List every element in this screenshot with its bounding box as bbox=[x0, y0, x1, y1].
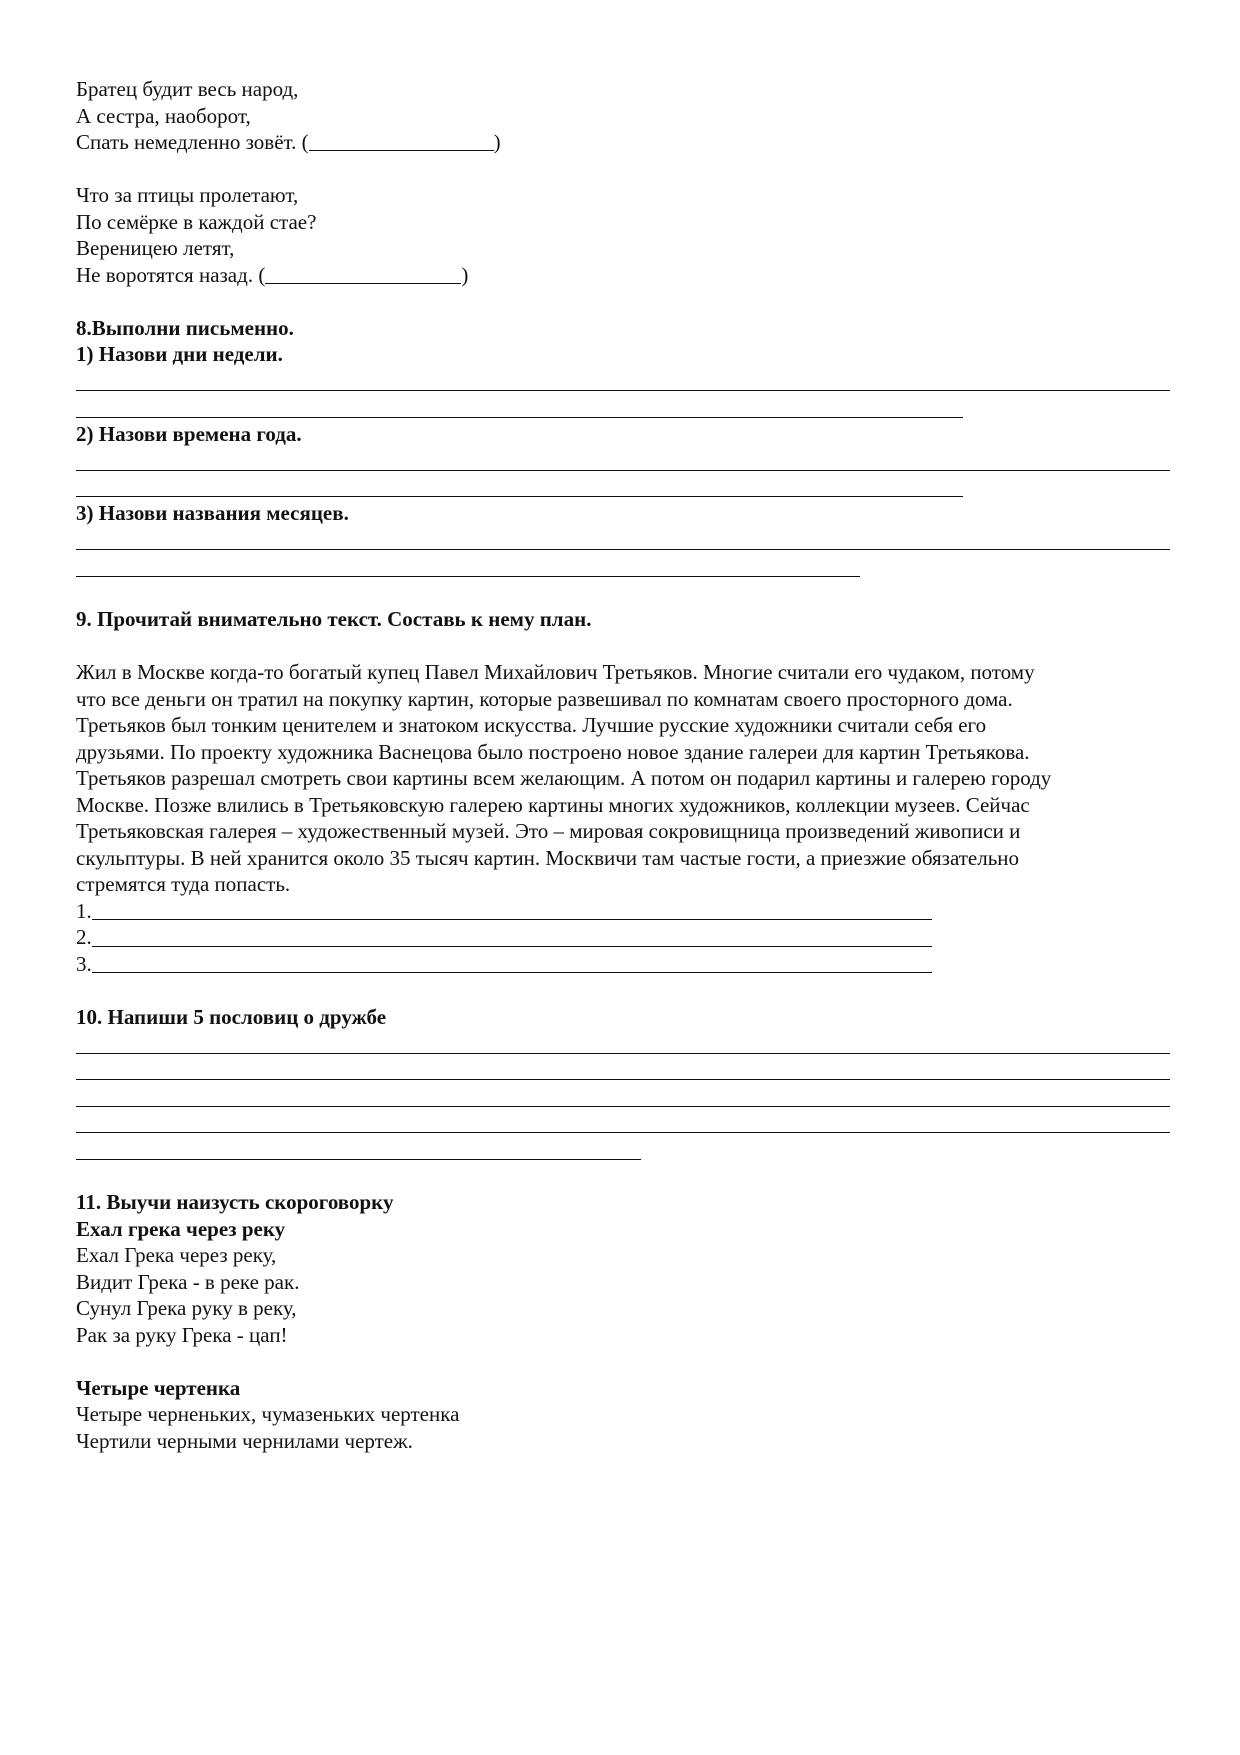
answer-line[interactable] bbox=[76, 1136, 1170, 1163]
text-line: друзьями. По проекту художника Васнецова было построено новое здание галереи для картин Третьякова. bbox=[76, 739, 1030, 764]
plan-number: 3. bbox=[76, 951, 92, 976]
riddle-line: Спать немедленно зовёт. ( ) bbox=[76, 130, 501, 154]
task-9 bbox=[76, 606, 1170, 977]
text-line: что все деньги он тратил на покупку картин, которые развешивал по комнатам своего просторного дома. bbox=[76, 686, 1013, 711]
answer-blank[interactable] bbox=[265, 265, 461, 284]
tongue-twister-title: Четыре чертенка bbox=[76, 1375, 241, 1400]
tongue-twister-line: Четыре черненьких, чумазеньких чертенка bbox=[76, 1402, 460, 1426]
plan-number: 2. bbox=[76, 925, 92, 949]
riddle-line: А сестра, наоборот, bbox=[76, 103, 251, 128]
answer-line[interactable] bbox=[76, 447, 1170, 474]
tongue-twister-line: Рак за руку Грека - цап! bbox=[76, 1322, 288, 1347]
answer-line[interactable] bbox=[76, 1110, 1170, 1137]
answer-line[interactable] bbox=[76, 1083, 1170, 1110]
riddle-line: Братец будит весь народ, bbox=[76, 77, 299, 101]
task-title: 10. Напиши 5 пословиц о дружбе bbox=[76, 1004, 387, 1029]
text-line: стремятся туда попасть. bbox=[76, 872, 291, 896]
riddle-line: Не воротятся назад. ( ) bbox=[76, 262, 469, 287]
tongue-twister-line: Ехал Грека через реку, bbox=[76, 1243, 277, 1267]
answer-line[interactable] bbox=[76, 368, 1170, 395]
plan-number: 1. bbox=[76, 898, 92, 923]
riddle-line-text: Спать немедленно зовёт. bbox=[76, 130, 297, 154]
answer-blank[interactable] bbox=[309, 132, 494, 151]
text-line: Третьяков был тонким ценителем и знатоком искусства. Лучшие русские художники считали себя его bbox=[76, 713, 987, 737]
answer-line[interactable] bbox=[76, 474, 1170, 501]
plan-answer-line[interactable] bbox=[92, 946, 932, 947]
riddle-line-text: Не воротятся назад. bbox=[76, 262, 254, 287]
tongue-twister-line: Видит Грека - в реке рак. bbox=[76, 1269, 300, 1294]
plan-answer-line[interactable] bbox=[92, 972, 932, 973]
text-line: скульптуры. В ней хранится около 35 тысяч картин. Москвичи там частые гости, а приезжие обязательно bbox=[76, 845, 1020, 870]
riddle-1 bbox=[76, 76, 1170, 156]
task-8 bbox=[76, 315, 1170, 580]
text-line: Жил в Москве когда-то богатый купец Павел Михайлович Третьяков. Многие считали его чудаком, потому bbox=[76, 660, 1035, 684]
riddle-line: По семёрке в каждой стае? bbox=[76, 209, 317, 234]
question-2: 2) Назови времена года. bbox=[76, 421, 302, 446]
reading-text bbox=[76, 659, 1170, 898]
tongue-twister-line: Сунул Грека руку в реку, bbox=[76, 1296, 297, 1320]
answer-line[interactable] bbox=[76, 1057, 1170, 1084]
text-line: Третьяков разрешал смотреть свои картины всем желающим. А потом он подарил картины и галерею городу bbox=[76, 766, 1052, 790]
plan-item bbox=[76, 898, 1170, 925]
tongue-twister-title: Ехал грека через реку bbox=[76, 1216, 286, 1241]
tongue-twister-line: Чертили черными чернилами чертеж. bbox=[76, 1428, 413, 1453]
riddle-2 bbox=[76, 182, 1170, 288]
text-line: Москве. Позже влились в Третьяковскую галерею картины многих художников, коллекции музеев. Сейчас bbox=[76, 792, 1030, 817]
answer-line[interactable] bbox=[76, 1030, 1170, 1057]
answer-line[interactable] bbox=[76, 527, 1170, 554]
task-10 bbox=[76, 1004, 1170, 1163]
question-1: 1) Назови дни недели. bbox=[76, 342, 283, 366]
answer-line[interactable] bbox=[76, 553, 1170, 580]
task-title: 11. Выучи наизусть скороговорку bbox=[76, 1190, 394, 1214]
plan-item bbox=[76, 924, 1170, 951]
question-3: 3) Назови названия месяцев. bbox=[76, 501, 349, 525]
task-11 bbox=[76, 1189, 1170, 1454]
plan-item bbox=[76, 951, 1170, 978]
task-title: 9. Прочитай внимательно текст. Составь к нему план. bbox=[76, 607, 592, 631]
riddle-line: Вереницею летят, bbox=[76, 236, 235, 260]
riddle-line: Что за птицы пролетают, bbox=[76, 183, 299, 207]
worksheet-page bbox=[76, 76, 1170, 1454]
plan-answer-line[interactable] bbox=[92, 919, 932, 920]
task-title: 8.Выполни письменно. bbox=[76, 315, 294, 340]
answer-line[interactable] bbox=[76, 394, 1170, 421]
text-line: Третьяковская галерея – художественный музей. Это – мировая сокровищница произведений живописи и bbox=[76, 819, 1021, 843]
